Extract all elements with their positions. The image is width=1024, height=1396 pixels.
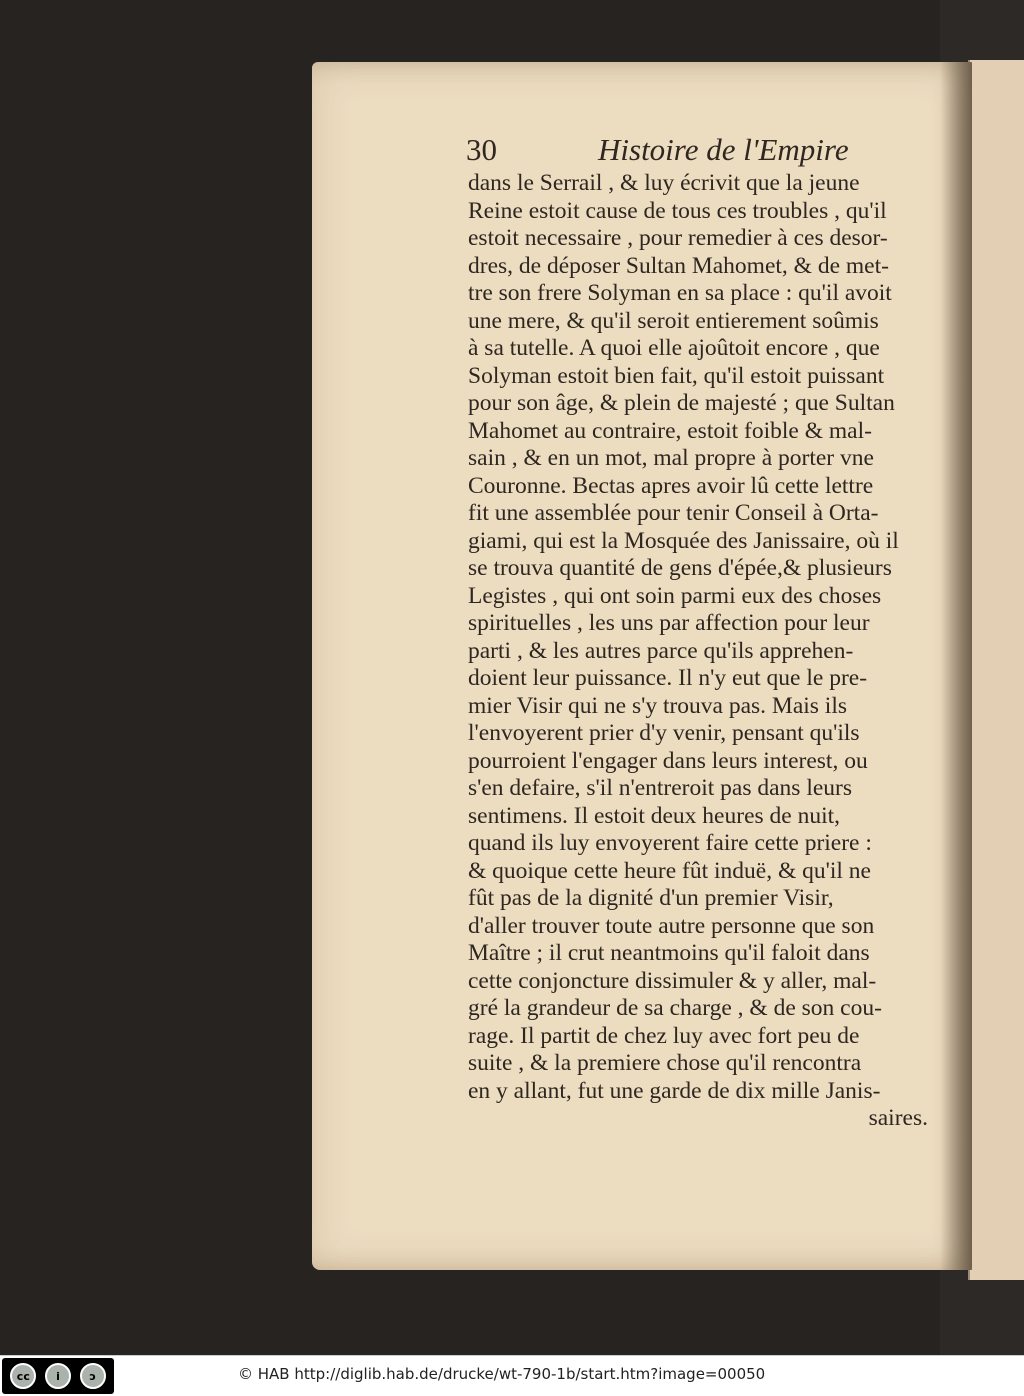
- text-line: sentimens. Il estoit deux heures de nuit,: [468, 802, 841, 829]
- text-line: Maître ; il crut neantmoins qu'il faloit dans: [468, 940, 870, 966]
- text-line: l'envoyerent prier d'y venir, pensant qu'ils: [468, 720, 860, 746]
- running-title: Histoire de l'Empire: [598, 132, 849, 167]
- text-line: suite , & la premiere chose qu'il rencontra: [468, 1050, 862, 1076]
- text-line: mier Visir qui ne s'y trouva pas. Mais ils: [468, 692, 848, 719]
- text-line: pourroient l'engager dans leurs interest, ou: [468, 747, 868, 774]
- text-line: tre son frere Solyman en sa place : qu'il avoit: [468, 280, 892, 306]
- sa-icon: ↄ: [80, 1363, 106, 1389]
- text-line: parti , & les autres parce qu'ils apprehen-: [468, 637, 854, 664]
- text-line: quand ils luy envoyerent faire cette priere :: [468, 830, 872, 856]
- text-line: sain , & en un mot, mal propre à porter vne: [468, 445, 874, 471]
- text-line: fût pas de la dignité d'un premier Visir,: [468, 885, 834, 911]
- text-line: s'en defaire, s'il n'entreroit pas dans leurs: [468, 775, 853, 801]
- text-line: à sa tutelle. A quoi elle ajoûtoit encore , que: [468, 335, 880, 361]
- footer-bar: [0, 1355, 1024, 1396]
- text-line: Mahomet au contraire, estoit foible & mal-: [468, 417, 872, 444]
- text-line: & quoique cette heure fût induë, & qu'il ne: [468, 857, 871, 884]
- text-line: Reine estoit cause de tous ces troubles , qu'il: [468, 197, 887, 224]
- text-line: d'aller trouver toute autre personne que son: [468, 912, 875, 939]
- text-line: dres, de déposer Sultan Mahomet, & de met-: [468, 252, 889, 279]
- text-line: pour son âge, & plein de majesté ; que Sultan: [468, 390, 895, 416]
- text-line: une mere, & qu'il seroit entierement soûmis: [468, 307, 879, 334]
- credit-link[interactable]: © HAB http://diglib.hab.de/drucke/wt-790-1b/start.htm?image=00050: [238, 1365, 766, 1383]
- facing-page-edge: [968, 60, 1024, 1280]
- text-line: fit une assemblée pour tenir Conseil à Orta-: [468, 500, 879, 526]
- running-head: [466, 132, 946, 172]
- text-line: saires.: [868, 1105, 928, 1131]
- cc-icon: cc: [10, 1363, 36, 1389]
- text-line: en y allant, fut une garde de dix mille Janis-: [468, 1077, 881, 1104]
- page-number: 30: [466, 132, 497, 167]
- cc-license-badge[interactable]: [2, 1358, 114, 1394]
- text-line: estoit necessaire , pour remedier à ces desor-: [468, 225, 888, 251]
- page-body-text: [468, 170, 958, 1133]
- text-line: gré la grandeur de sa charge , & de son cou-: [468, 995, 882, 1021]
- text-line: Solyman estoit bien fait, qu'il estoit puissant: [468, 362, 885, 389]
- text-line: Legistes , qui ont soin parmi eux des choses: [468, 582, 882, 609]
- text-line: spirituelles , les uns par affection pour leur: [468, 610, 870, 636]
- text-line: dans le Serrail , & luy écrivit que la jeune: [468, 170, 860, 196]
- text-line: rage. Il partit de chez luy avec fort peu de: [468, 1022, 860, 1049]
- text-line: doient leur puissance. Il n'y eut que le pre-: [468, 665, 868, 691]
- text-line: cette conjoncture dissimuler & y aller, mal-: [468, 967, 877, 994]
- by-icon: i: [45, 1363, 71, 1389]
- text-line: giami, qui est la Mosquée des Janissaire, où il: [468, 527, 899, 554]
- text-line: se trouva quantité de gens d'épée,& plusieurs: [468, 555, 892, 581]
- text-line: Couronne. Bectas apres avoir lû cette lettre: [468, 472, 874, 499]
